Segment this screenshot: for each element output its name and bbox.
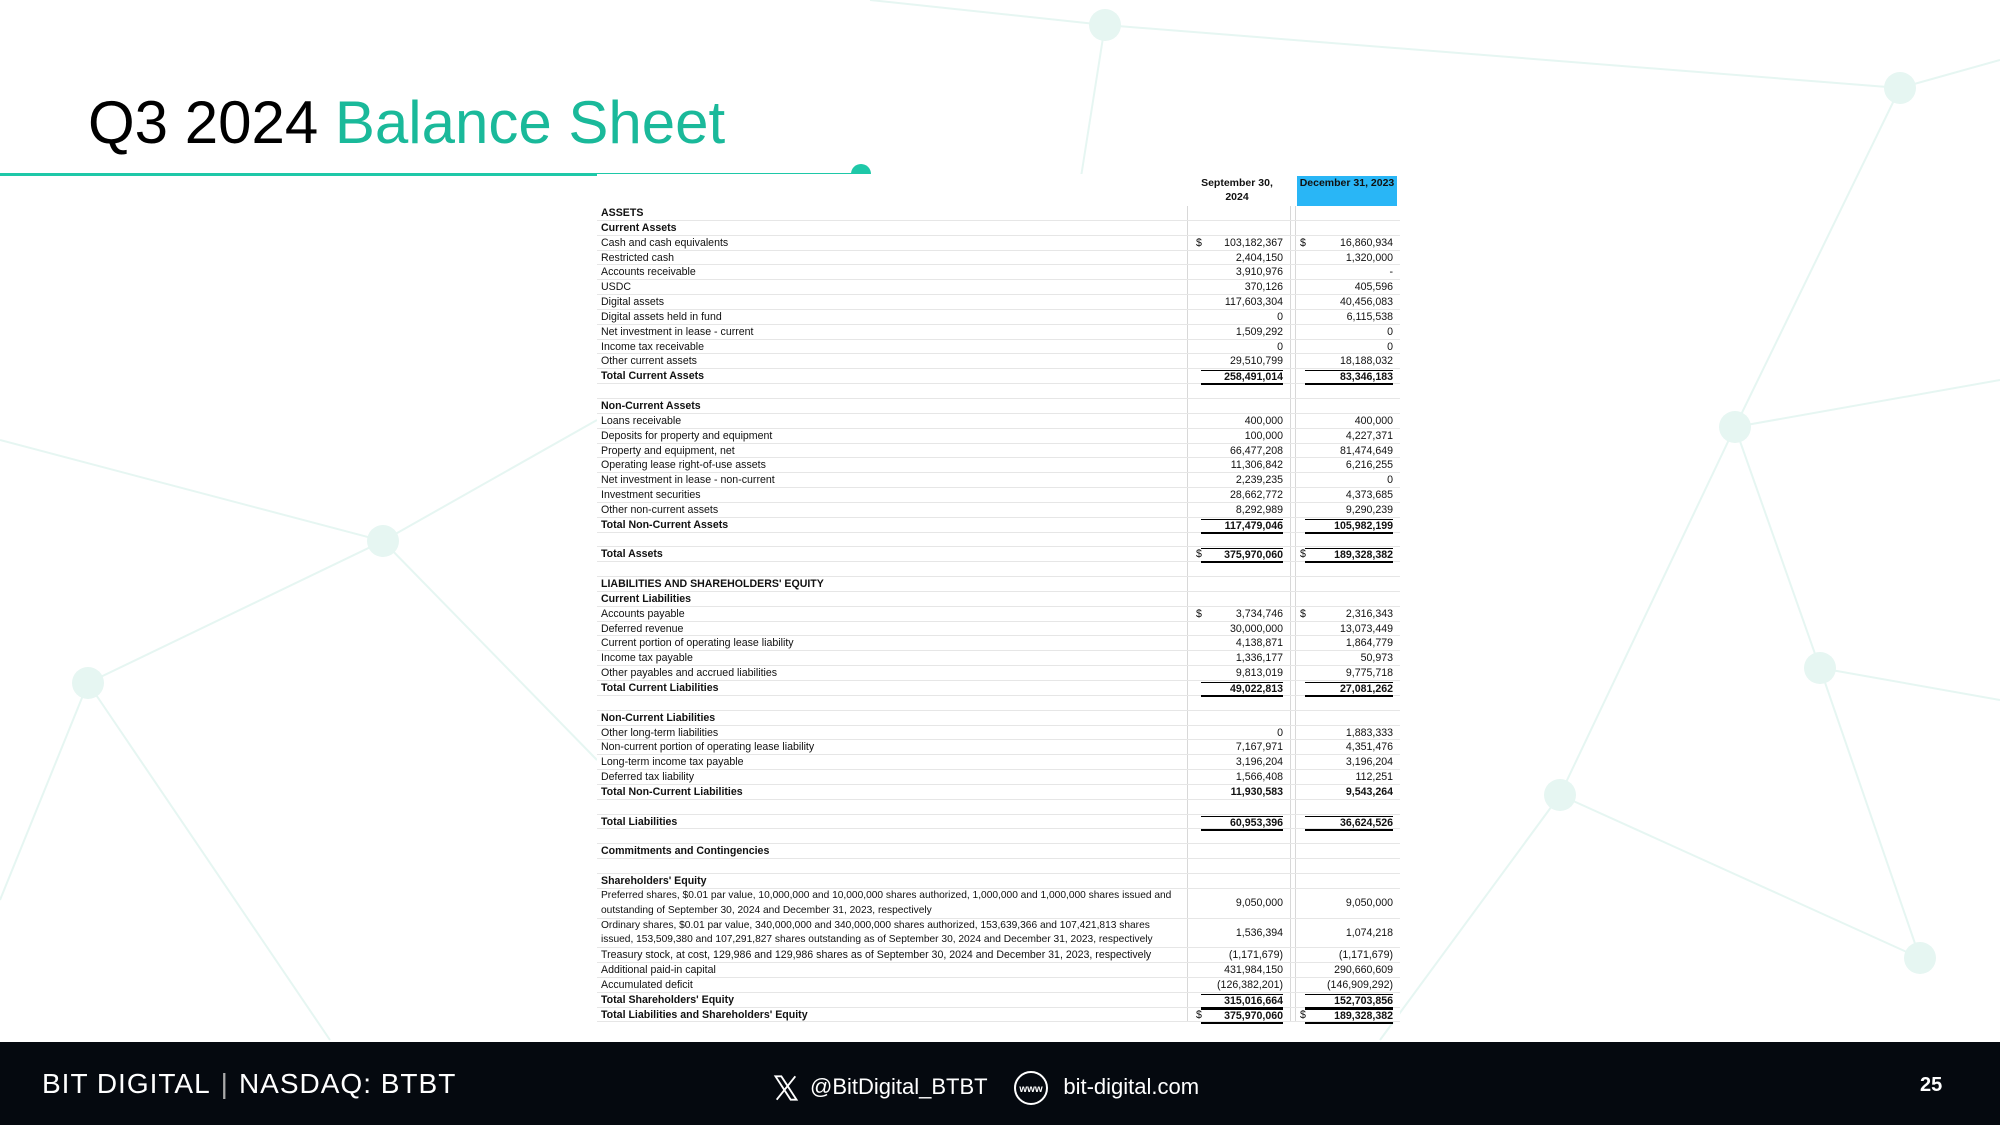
value-sep-30-2024: 370,126 [1244, 281, 1283, 294]
footer-bar [0, 1042, 2000, 1125]
table-row [597, 651, 1400, 666]
value-sep-30-2024: 117,603,304 [1224, 296, 1283, 309]
row-label: LIABILITIES AND SHAREHOLDERS' EQUITY [601, 578, 824, 591]
value-sep-30-2024: 1,536,394 [1235, 926, 1283, 939]
table-row [597, 919, 1400, 949]
row-label: Digital assets held in fund [601, 310, 722, 323]
twitter-handle-link[interactable]: @BitDigital_BTBT [810, 1073, 988, 1099]
value-dec-31-2023: 13,073,449 [1339, 622, 1393, 635]
page-number: 25 [1920, 1074, 1943, 1096]
row-label: Deferred tax liability [601, 771, 695, 784]
table-row [597, 429, 1400, 444]
table-row [597, 399, 1400, 414]
www-icon-text: www [1019, 1084, 1043, 1095]
value-sep-30-2024: 431,984,150 [1224, 964, 1283, 977]
row-label: ASSETS [601, 207, 644, 219]
row-label: Total Liabilities [601, 815, 678, 828]
value-sep-30-2024: 1,566,408 [1235, 771, 1283, 784]
table-row [597, 740, 1400, 755]
row-label: Cash and cash equivalents [601, 236, 729, 249]
value-sep-30-2024: 9,050,000 [1235, 896, 1283, 909]
value-dec-31-2023: 6,115,538 [1346, 310, 1393, 323]
table-row [597, 354, 1400, 369]
title-prefix: Q3 2024 [88, 89, 319, 156]
row-label: Total Liabilities and Shareholders' Equity [601, 1008, 808, 1021]
row-label: Total Non-Current Liabilities [601, 785, 743, 798]
table-row [597, 236, 1400, 251]
value-dec-31-2023: 400,000 [1354, 414, 1393, 427]
row-label: Net investment in lease - non-current [601, 474, 775, 487]
table-row [597, 206, 1400, 221]
value-dec-31-2023: 112,251 [1355, 771, 1393, 784]
table-row [597, 251, 1400, 266]
value-dec-31-2023: 2,316,343 [1345, 607, 1393, 620]
row-label: Deferred revenue [601, 622, 684, 635]
value-sep-30-2024: (126,382,201) [1217, 978, 1283, 991]
dollar-sign: $ [1300, 236, 1306, 249]
value-dec-31-2023: - [1389, 266, 1393, 279]
value-dec-31-2023: 189,328,382 [1305, 548, 1393, 563]
footer-contact [772, 1070, 1199, 1106]
dollar-sign: $ [1196, 607, 1202, 620]
value-sep-30-2024: 8,292,989 [1235, 503, 1283, 516]
table-row [597, 889, 1400, 919]
value-dec-31-2023: 18,188,032 [1339, 355, 1393, 368]
page-title [88, 88, 725, 157]
row-label: Non-Current Liabilities [601, 711, 716, 724]
value-dec-31-2023: 9,543,264 [1345, 785, 1393, 798]
value-sep-30-2024: 258,491,014 [1201, 370, 1283, 385]
table-row [597, 473, 1400, 488]
row-label: Accumulated deficit [601, 978, 693, 991]
table-row [597, 503, 1400, 518]
row-label: Total Current Assets [601, 370, 705, 383]
row-label: Shareholders' Equity [601, 874, 707, 887]
row-label: Additional paid-in capital [601, 964, 716, 977]
row-label: Digital assets [601, 296, 664, 309]
row-label: Total Shareholders' Equity [601, 993, 735, 1006]
value-sep-30-2024: 4,138,871 [1235, 637, 1283, 650]
value-dec-31-2023: 16,860,934 [1339, 236, 1393, 249]
table-row [597, 859, 1400, 874]
table-row [597, 666, 1400, 681]
table-row [597, 978, 1400, 993]
value-dec-31-2023: 50,973 [1360, 652, 1393, 665]
row-label: Loans receivable [601, 414, 682, 427]
table-row [597, 726, 1400, 741]
table-row [597, 711, 1400, 726]
brand-name: BIT DIGITAL [42, 1068, 211, 1099]
value-dec-31-2023: 9,290,239 [1345, 503, 1393, 516]
row-label: Total Non-Current Assets [601, 518, 729, 531]
dollar-sign: $ [1300, 1008, 1306, 1021]
value-sep-30-2024: 2,404,150 [1235, 251, 1283, 264]
value-sep-30-2024: 400,000 [1244, 414, 1283, 427]
row-label: Other long-term liabilities [601, 726, 719, 739]
value-dec-31-2023: 1,074,218 [1345, 926, 1393, 939]
value-sep-30-2024: 66,477,208 [1229, 444, 1283, 457]
table-row [597, 577, 1400, 592]
row-label: Total Assets [601, 548, 663, 561]
row-label: Accounts receivable [601, 266, 696, 279]
value-sep-30-2024: 30,000,000 [1229, 622, 1283, 635]
table-row [597, 622, 1400, 637]
value-dec-31-2023: 36,624,526 [1305, 816, 1393, 831]
row-label: Operating lease right-of-use assets [601, 459, 766, 472]
value-dec-31-2023: 6,216,255 [1345, 459, 1393, 472]
globe-www-icon [1013, 1070, 1049, 1106]
table-row [597, 444, 1400, 459]
table-row [597, 815, 1400, 830]
value-sep-30-2024: 0 [1277, 340, 1283, 353]
row-label: Income tax payable [601, 652, 693, 665]
row-label: Commitments and Contingencies [601, 845, 770, 858]
brand-separator: | [220, 1068, 229, 1099]
row-label: USDC [601, 281, 632, 294]
value-sep-30-2024: 11,930,583 [1230, 785, 1283, 798]
value-dec-31-2023: 4,373,685 [1345, 489, 1393, 502]
table-row [597, 458, 1400, 473]
value-sep-30-2024: 9,813,019 [1235, 667, 1283, 680]
table-row [597, 533, 1400, 548]
value-dec-31-2023: 405,596 [1354, 281, 1393, 294]
value-sep-30-2024: 60,953,396 [1201, 816, 1283, 831]
table-row [597, 325, 1400, 340]
row-label: Preferred shares, $0.01 par value, 10,000,000 and 10,000,000 shares authorized, 1,000,000 and 1,000,000 shares issued and outstanding of September 30, 2024 and December 31, 2023, respectively [601, 889, 1172, 916]
column-headers [597, 174, 1400, 206]
title-accent: Balance Sheet [334, 89, 726, 156]
value-sep-30-2024: 0 [1277, 310, 1283, 323]
table-row [597, 488, 1400, 503]
x-twitter-icon [772, 1074, 800, 1102]
table-row [597, 340, 1400, 355]
value-sep-30-2024: 117,479,046 [1201, 519, 1283, 534]
value-dec-31-2023: 4,351,476 [1345, 741, 1393, 754]
balance-sheet-table [597, 174, 1400, 1022]
table-row [597, 800, 1400, 815]
value-dec-31-2023: 9,775,718 [1345, 667, 1393, 680]
row-label: Ordinary shares, $0.01 par value, 340,000,000 and 340,000,000 shares authorized, 153,639,366 and 107,421,813 shares issued, 153,509,380 and 107,291,827 shares outstanding as of September 30, 2024 and December 31, 2023, respectively [601, 919, 1153, 946]
table-row [597, 948, 1400, 963]
row-label: Other payables and accrued liabilities [601, 667, 778, 680]
dollar-sign: $ [1300, 607, 1306, 620]
table-row [597, 295, 1400, 310]
value-dec-31-2023: 81,474,649 [1339, 444, 1393, 457]
table-row [597, 547, 1400, 562]
row-label: Treasury stock, at cost, 129,986 and 129,986 shares as of September 30, 2024 and December 31, 2023, respectively [601, 949, 1152, 962]
value-sep-30-2024: 2,239,235 [1235, 474, 1283, 487]
table-row [597, 1008, 1400, 1023]
value-sep-30-2024: 1,336,177 [1235, 652, 1283, 665]
value-sep-30-2024: 3,734,746 [1235, 607, 1283, 620]
brand-ticker: NASDAQ: BTBT [238, 1068, 457, 1099]
table-row [597, 963, 1400, 978]
row-label: Non-Current Assets [601, 399, 701, 412]
value-sep-30-2024: 49,022,813 [1201, 682, 1283, 697]
value-sep-30-2024: 375,970,060 [1201, 1009, 1283, 1024]
table-row [597, 265, 1400, 280]
table-row [597, 785, 1400, 800]
row-label: Restricted cash [601, 251, 675, 264]
column-header-sep-30-2024: September 30, 2024 [1201, 177, 1273, 203]
table-row [597, 592, 1400, 607]
value-dec-31-2023: 4,227,371 [1345, 429, 1393, 442]
value-dec-31-2023: 290,660,609 [1334, 964, 1393, 977]
value-dec-31-2023: (1,171,679) [1338, 949, 1393, 962]
value-sep-30-2024: 315,016,664 [1201, 994, 1283, 1009]
dollar-sign: $ [1196, 548, 1202, 561]
table-row [597, 607, 1400, 622]
value-dec-31-2023: 3,196,204 [1345, 756, 1393, 769]
row-label: Investment securities [601, 489, 701, 502]
row-label: Total Current Liabilities [601, 682, 719, 694]
value-sep-30-2024: (1,171,679) [1228, 949, 1283, 962]
table-row [597, 221, 1400, 236]
row-label: Current Assets [601, 221, 677, 234]
table-row [597, 755, 1400, 770]
value-dec-31-2023: 0 [1387, 340, 1393, 353]
table-row [597, 844, 1400, 859]
dollar-sign: $ [1300, 548, 1306, 561]
table-row [597, 993, 1400, 1008]
value-sep-30-2024: 3,910,976 [1235, 266, 1283, 279]
table-row [597, 874, 1400, 889]
row-label: Other non-current assets [601, 503, 719, 516]
value-dec-31-2023: 27,081,262 [1305, 682, 1393, 697]
dollar-sign: $ [1196, 236, 1202, 249]
row-label: Non-current portion of operating lease liability [601, 741, 815, 754]
row-label: Property and equipment, net [601, 444, 735, 457]
table-row [597, 369, 1400, 384]
row-label: Income tax receivable [601, 340, 705, 353]
value-sep-30-2024: 103,182,367 [1224, 236, 1283, 249]
table-row [597, 384, 1400, 399]
value-dec-31-2023: 0 [1387, 325, 1393, 338]
dollar-sign: $ [1196, 1008, 1202, 1021]
value-sep-30-2024: 0 [1277, 726, 1283, 739]
row-label: Net investment in lease - current [601, 325, 754, 338]
value-dec-31-2023: 9,050,000 [1345, 896, 1393, 909]
column-header-dec-31-2023: December 31, 2023 [1297, 176, 1397, 206]
table-row [597, 681, 1400, 696]
value-dec-31-2023: 40,456,083 [1339, 296, 1393, 309]
table-row [597, 636, 1400, 651]
table-row [597, 414, 1400, 429]
table-row [597, 518, 1400, 533]
table-body [597, 206, 1400, 1022]
value-sep-30-2024: 3,196,204 [1235, 756, 1283, 769]
value-dec-31-2023: 1,320,000 [1345, 251, 1393, 264]
table-row [597, 829, 1400, 844]
row-label: Accounts payable [601, 607, 685, 620]
value-dec-31-2023: (146,909,292) [1327, 978, 1393, 991]
value-sep-30-2024: 375,970,060 [1201, 548, 1283, 563]
table-row [597, 696, 1400, 711]
value-dec-31-2023: 1,883,333 [1345, 726, 1393, 739]
table-row [597, 280, 1400, 295]
value-sep-30-2024: 7,167,971 [1235, 741, 1283, 754]
value-sep-30-2024: 29,510,799 [1229, 355, 1283, 368]
row-label: Current Liabilities [601, 592, 692, 605]
row-label: Long-term income tax payable [601, 756, 744, 769]
website-link[interactable]: bit-digital.com [1063, 1073, 1200, 1099]
value-dec-31-2023: 105,982,199 [1305, 519, 1393, 534]
row-label: Deposits for property and equipment [601, 429, 773, 442]
table-row [597, 310, 1400, 325]
value-sep-30-2024: 11,306,842 [1230, 459, 1283, 472]
value-dec-31-2023: 1,864,779 [1345, 637, 1393, 650]
table-row [597, 562, 1400, 577]
value-dec-31-2023: 83,346,183 [1305, 370, 1393, 385]
value-sep-30-2024: 100,000 [1244, 429, 1283, 442]
table-row [597, 770, 1400, 785]
row-label: Other current assets [601, 355, 697, 368]
value-dec-31-2023: 189,328,382 [1305, 1009, 1393, 1024]
value-sep-30-2024: 1,509,292 [1235, 325, 1283, 338]
value-dec-31-2023: 152,703,856 [1305, 994, 1393, 1009]
value-dec-31-2023: 0 [1387, 474, 1393, 487]
row-label: Current portion of operating lease liability [601, 637, 794, 650]
value-sep-30-2024: 28,662,772 [1229, 489, 1283, 502]
brand-logo [42, 1068, 456, 1100]
